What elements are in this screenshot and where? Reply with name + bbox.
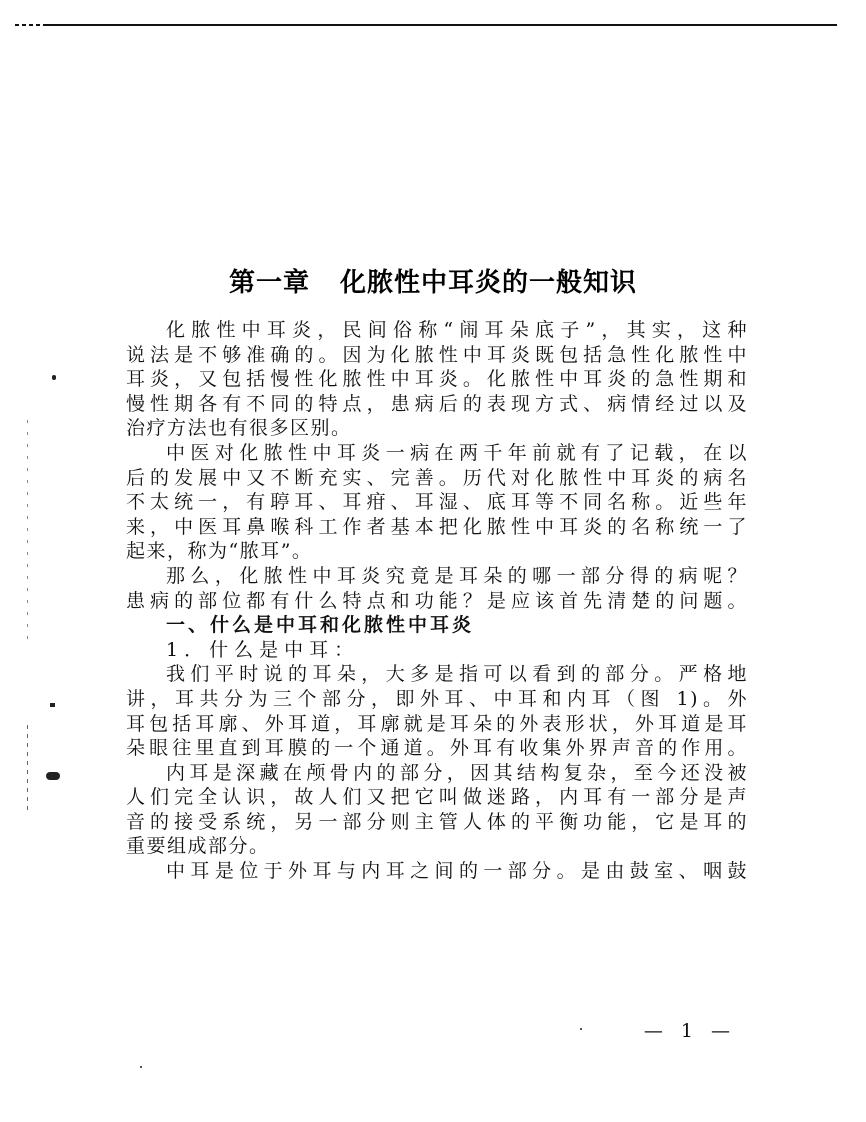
paragraph-line: 说法是不够准确的。因为化脓性中耳炎既包括急性化脓性中: [126, 343, 748, 366]
paragraph-line: 来，中医耳鼻喉科工作者基本把化脓性中耳炎的名称统一了: [126, 515, 748, 538]
scan-artifact-dots: [27, 725, 28, 810]
top-rule: [47, 24, 837, 26]
paragraph-line: 内耳是深藏在颅骨内的部分，因其结构复杂，至今还没被: [166, 761, 748, 784]
paragraph-line: 耳包括耳廓、外耳道，耳廓就是耳朵的外表形状，外耳道是耳: [126, 712, 748, 735]
section-heading: 一、什么是中耳和化脓性中耳炎: [166, 614, 475, 637]
scan-artifact-speck: [580, 1028, 582, 1030]
paragraph-line: 不太统一，有聤耳、耳疳、耳湿、底耳等不同名称。近些年: [126, 491, 748, 514]
paragraph-line: 起来，称为“脓耳”。: [126, 540, 313, 563]
paragraph-line: 耳炎，又包括慢性化脓性中耳炎。化脓性中耳炎的急性期和: [126, 368, 748, 391]
paragraph-line: 慢性期各有不同的特点，患病后的表现方式、病情经过以及: [126, 392, 748, 415]
chapter-title-text: 化脓性中耳炎的一般知识: [340, 268, 638, 298]
top-rule-dashed: [15, 24, 47, 26]
paragraph-line: 重要组成部分。: [126, 835, 270, 858]
paragraph-line: 治疗方法也有很多区别。: [126, 417, 352, 440]
paragraph-line: 音的接受系统，另一部分则主管人体的平衡功能，它是耳的: [126, 810, 748, 833]
scan-artifact-dots: [27, 420, 28, 640]
scan-artifact-speck: [140, 1066, 142, 1068]
paragraph-line: 化脓性中耳炎，民间俗称“闹耳朵底子”，其实，这种: [166, 319, 748, 341]
paragraph-line: 那么，化脓性中耳炎究竟是耳朵的哪一部分得的病呢？: [166, 564, 748, 587]
scan-artifact-mark: [46, 772, 60, 780]
paragraph-line: 我们平时说的耳朵，大多是指可以看到的部分。严格地: [166, 663, 748, 686]
paragraph-line: 讲，耳共分为三个部分，即外耳、中耳和内耳（图 1)。外: [126, 687, 748, 710]
page-number: — 1 —: [643, 1020, 736, 1042]
scan-artifact-mark: [50, 703, 55, 707]
chapter-title: [0, 262, 866, 299]
chapter-number: 第一章: [228, 268, 310, 298]
paragraph-line: 朵眼往里直到耳膜的一个通道。外耳有收集外界声音的作用。: [126, 737, 748, 760]
subsection-heading: 1．什么是中耳：: [166, 638, 360, 661]
scan-artifact-mark: [52, 375, 56, 380]
paragraph-line: 人们完全认识，故人们又把它叫做迷路，内耳有一部分是声: [126, 786, 748, 809]
paragraph-line: 中耳是位于外耳与内耳之间的一部分。是由鼓室、咽鼓: [166, 860, 748, 883]
paragraph-line: 后的发展中又不断充实、完善。历代对化脓性中耳炎的病名: [126, 466, 748, 489]
body-text: [126, 318, 748, 884]
paragraph-line: 患病的部位都有什么特点和功能？是应该首先清楚的问题。: [126, 589, 748, 612]
paragraph-line: 中医对化脓性中耳炎一病在两千年前就有了记载，在以: [166, 441, 748, 464]
